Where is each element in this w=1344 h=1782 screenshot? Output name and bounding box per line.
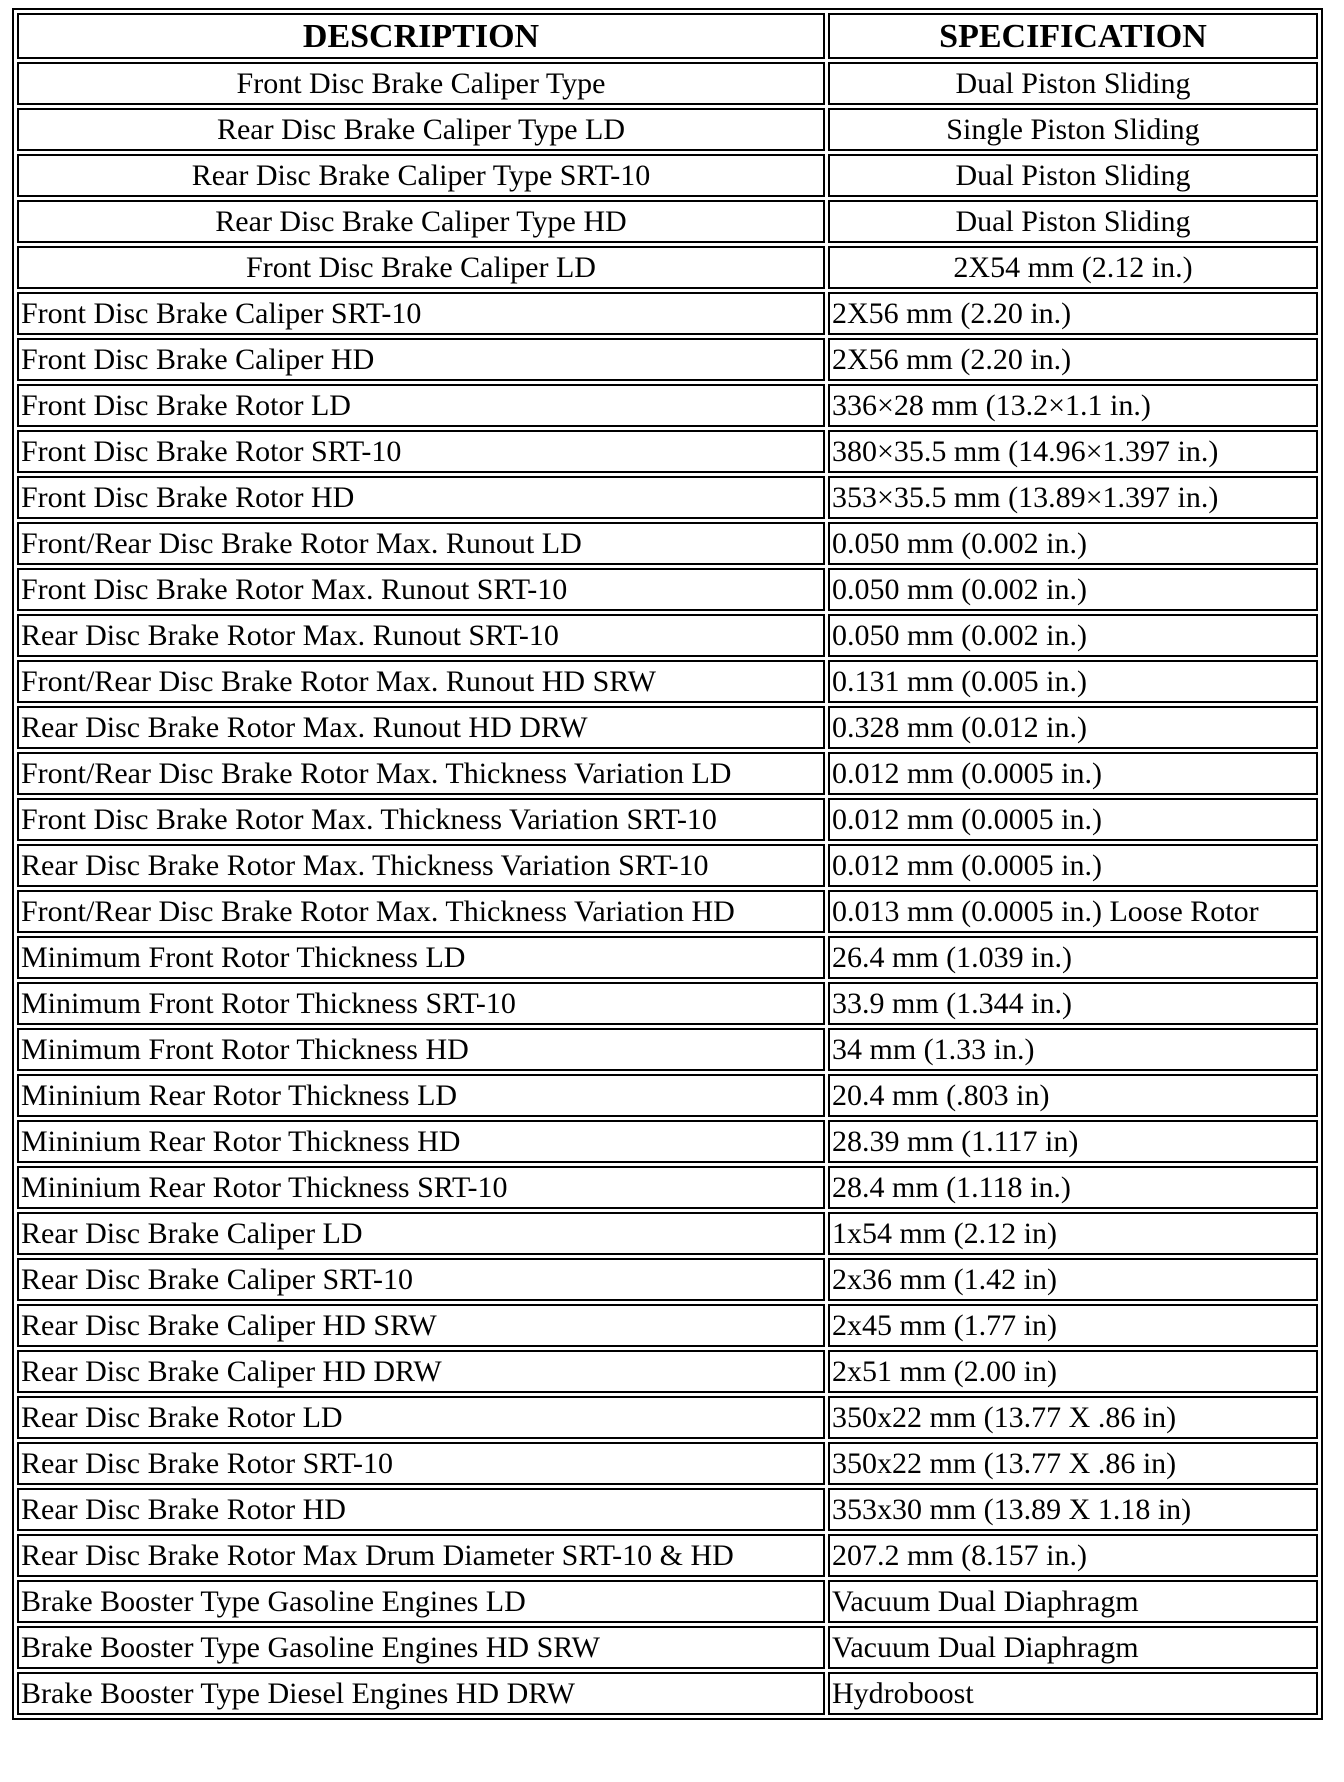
description-cell: Rear Disc Brake Rotor Max. Runout HD DRW (17, 706, 825, 749)
specification-cell: Vacuum Dual Diaphragm (828, 1580, 1318, 1623)
table-row (17, 1626, 1318, 1669)
table-row (17, 568, 1318, 611)
table-row (17, 1672, 1318, 1715)
specification-cell: 2x36 mm (1.42 in) (828, 1258, 1318, 1301)
table-body (17, 62, 1318, 1715)
specification-cell: Single Piston Sliding (828, 108, 1318, 151)
specification-cell: 33.9 mm (1.344 in.) (828, 982, 1318, 1025)
brake-specification-table (12, 8, 1323, 1720)
description-cell: Rear Disc Brake Rotor LD (17, 1396, 825, 1439)
description-cell: Front Disc Brake Caliper SRT-10 (17, 292, 825, 335)
description-cell: Rear Disc Brake Caliper Type LD (17, 108, 825, 151)
table-row (17, 1350, 1318, 1393)
table-row (17, 1396, 1318, 1439)
description-cell: Front Disc Brake Caliper LD (17, 246, 825, 289)
table-header-row (17, 13, 1318, 59)
description-cell: Mininium Rear Rotor Thickness LD (17, 1074, 825, 1117)
description-cell: Front/Rear Disc Brake Rotor Max. Thickness Variation HD (17, 890, 825, 933)
table-row (17, 982, 1318, 1025)
specification-cell: 0.012 mm (0.0005 in.) (828, 798, 1318, 841)
specification-cell: 0.012 mm (0.0005 in.) (828, 844, 1318, 887)
specification-cell: 2x51 mm (2.00 in) (828, 1350, 1318, 1393)
table-row (17, 200, 1318, 243)
table-row (17, 338, 1318, 381)
table-row (17, 1442, 1318, 1485)
table-row (17, 890, 1318, 933)
specification-cell: Dual Piston Sliding (828, 154, 1318, 197)
table-row (17, 246, 1318, 289)
description-cell: Rear Disc Brake Rotor HD (17, 1488, 825, 1531)
specification-cell: Dual Piston Sliding (828, 62, 1318, 105)
description-column-header: DESCRIPTION (17, 13, 825, 59)
description-cell: Rear Disc Brake Caliper HD SRW (17, 1304, 825, 1347)
description-cell: Front Disc Brake Rotor Max. Runout SRT-10 (17, 568, 825, 611)
specification-cell: 0.013 mm (0.0005 in.) Loose Rotor (828, 890, 1318, 933)
table-row (17, 62, 1318, 105)
specification-cell: 350x22 mm (13.77 X .86 in) (828, 1442, 1318, 1485)
specification-cell: 336×28 mm (13.2×1.1 in.) (828, 384, 1318, 427)
specification-cell: 0.012 mm (0.0005 in.) (828, 752, 1318, 795)
description-cell: Brake Booster Type Gasoline Engines LD (17, 1580, 825, 1623)
table-row (17, 430, 1318, 473)
description-cell: Rear Disc Brake Rotor Max. Runout SRT-10 (17, 614, 825, 657)
description-cell: Rear Disc Brake Caliper HD DRW (17, 1350, 825, 1393)
table-row (17, 1534, 1318, 1577)
table-row (17, 1258, 1318, 1301)
table-row (17, 752, 1318, 795)
table-row (17, 660, 1318, 703)
table-row (17, 1074, 1318, 1117)
table-row (17, 292, 1318, 335)
specification-cell: 20.4 mm (.803 in) (828, 1074, 1318, 1117)
specification-cell: 207.2 mm (8.157 in.) (828, 1534, 1318, 1577)
table-row (17, 1488, 1318, 1531)
specification-cell: 0.050 mm (0.002 in.) (828, 568, 1318, 611)
table-row (17, 522, 1318, 565)
specification-cell: Dual Piston Sliding (828, 200, 1318, 243)
specification-cell: 2X54 mm (2.12 in.) (828, 246, 1318, 289)
table-row (17, 384, 1318, 427)
table-row (17, 936, 1318, 979)
table-row (17, 614, 1318, 657)
table-row (17, 1120, 1318, 1163)
table-row (17, 1166, 1318, 1209)
description-cell: Front Disc Brake Caliper Type (17, 62, 825, 105)
table-row (17, 844, 1318, 887)
specification-cell: 2X56 mm (2.20 in.) (828, 292, 1318, 335)
specification-cell: 0.050 mm (0.002 in.) (828, 614, 1318, 657)
specification-cell: 28.4 mm (1.118 in.) (828, 1166, 1318, 1209)
specification-cell: 380×35.5 mm (14.96×1.397 in.) (828, 430, 1318, 473)
description-cell: Front/Rear Disc Brake Rotor Max. Thickness Variation LD (17, 752, 825, 795)
specification-cell: 26.4 mm (1.039 in.) (828, 936, 1318, 979)
table-row (17, 476, 1318, 519)
description-cell: Brake Booster Type Diesel Engines HD DRW (17, 1672, 825, 1715)
description-cell: Front/Rear Disc Brake Rotor Max. Runout LD (17, 522, 825, 565)
specification-cell: 353×35.5 mm (13.89×1.397 in.) (828, 476, 1318, 519)
specification-cell: 0.131 mm (0.005 in.) (828, 660, 1318, 703)
description-cell: Rear Disc Brake Caliper LD (17, 1212, 825, 1255)
specification-cell: Vacuum Dual Diaphragm (828, 1626, 1318, 1669)
description-cell: Brake Booster Type Gasoline Engines HD SRW (17, 1626, 825, 1669)
specification-cell: 1x54 mm (2.12 in) (828, 1212, 1318, 1255)
description-cell: Rear Disc Brake Rotor Max. Thickness Variation SRT-10 (17, 844, 825, 887)
specification-cell: 34 mm (1.33 in.) (828, 1028, 1318, 1071)
specification-cell: 353x30 mm (13.89 X 1.18 in) (828, 1488, 1318, 1531)
description-cell: Front Disc Brake Rotor HD (17, 476, 825, 519)
specification-cell: 2X56 mm (2.20 in.) (828, 338, 1318, 381)
description-cell: Front Disc Brake Rotor Max. Thickness Variation SRT-10 (17, 798, 825, 841)
specification-column-header: SPECIFICATION (828, 13, 1318, 59)
specification-cell: 2x45 mm (1.77 in) (828, 1304, 1318, 1347)
specification-cell: Hydroboost (828, 1672, 1318, 1715)
description-cell: Rear Disc Brake Rotor SRT-10 (17, 1442, 825, 1485)
description-cell: Front Disc Brake Rotor LD (17, 384, 825, 427)
description-cell: Minimum Front Rotor Thickness SRT-10 (17, 982, 825, 1025)
description-cell: Rear Disc Brake Caliper SRT-10 (17, 1258, 825, 1301)
description-cell: Minimum Front Rotor Thickness HD (17, 1028, 825, 1071)
table-row (17, 1212, 1318, 1255)
table-row (17, 108, 1318, 151)
description-cell: Front/Rear Disc Brake Rotor Max. Runout HD SRW (17, 660, 825, 703)
table-row (17, 154, 1318, 197)
description-cell: Front Disc Brake Rotor SRT-10 (17, 430, 825, 473)
table-row (17, 1304, 1318, 1347)
description-cell: Rear Disc Brake Rotor Max Drum Diameter SRT-10 & HD (17, 1534, 825, 1577)
table-row (17, 1028, 1318, 1071)
specification-cell: 28.39 mm (1.117 in) (828, 1120, 1318, 1163)
table-row (17, 706, 1318, 749)
table-row (17, 798, 1318, 841)
description-cell: Rear Disc Brake Caliper Type HD (17, 200, 825, 243)
description-cell: Mininium Rear Rotor Thickness SRT-10 (17, 1166, 825, 1209)
description-cell: Front Disc Brake Caliper HD (17, 338, 825, 381)
description-cell: Rear Disc Brake Caliper Type SRT-10 (17, 154, 825, 197)
specification-cell: 350x22 mm (13.77 X .86 in) (828, 1396, 1318, 1439)
description-cell: Minimum Front Rotor Thickness LD (17, 936, 825, 979)
specification-cell: 0.328 mm (0.012 in.) (828, 706, 1318, 749)
table-row (17, 1580, 1318, 1623)
specification-cell: 0.050 mm (0.002 in.) (828, 522, 1318, 565)
description-cell: Mininium Rear Rotor Thickness HD (17, 1120, 825, 1163)
